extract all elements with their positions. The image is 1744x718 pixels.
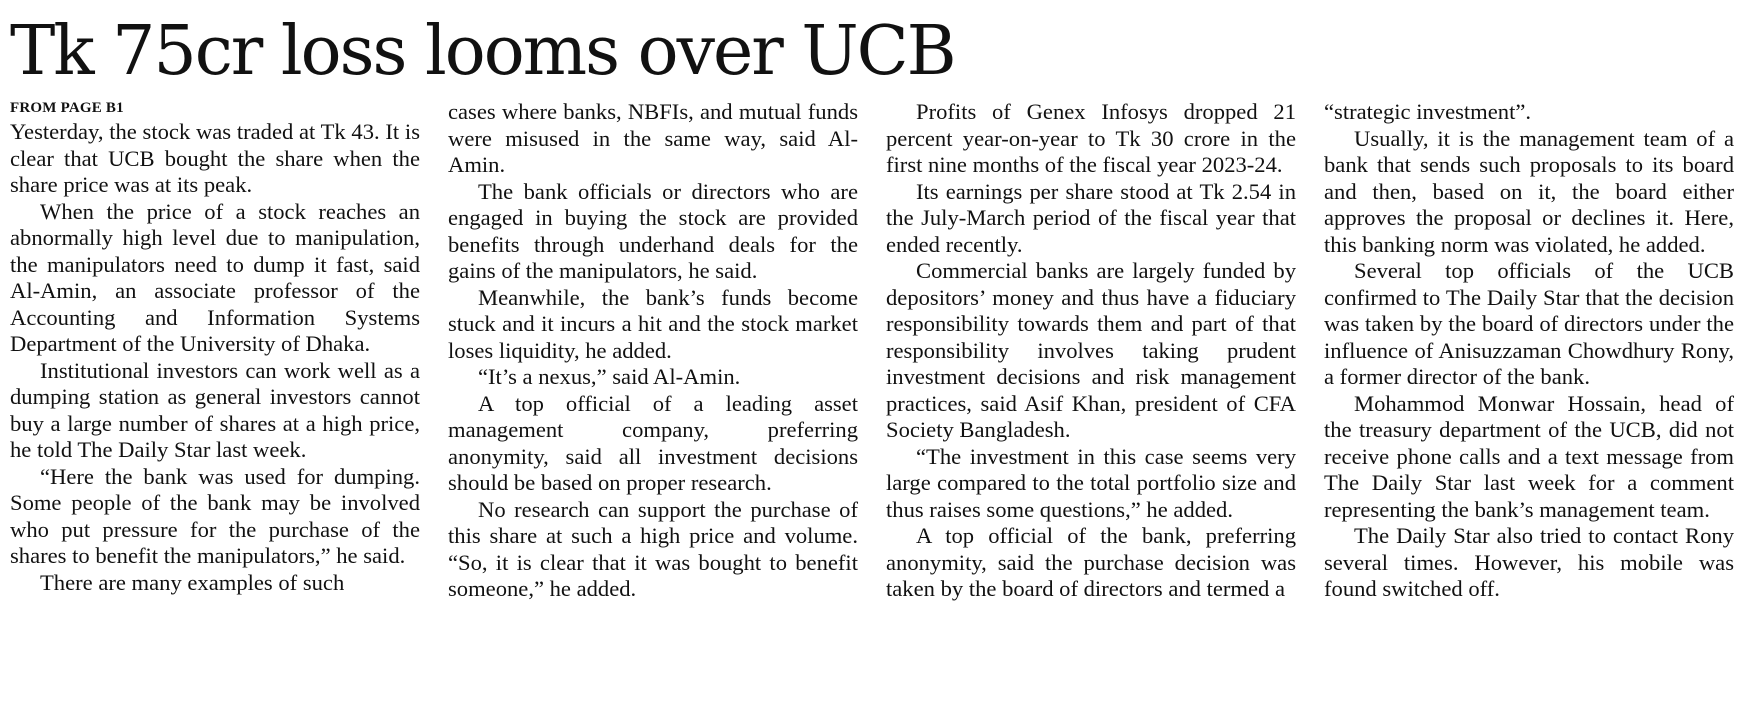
paragraph: Mohammod Monwar Hossain, head of the treasury department of the UCB, did not receive phone calls and a text message from The Daily Star last week for a comment representing the bank’s management team. — [1324, 390, 1734, 522]
paragraph: “The investment in this case seems very large compared to the total portfolio size and thus raises some questions,” he added. — [886, 443, 1296, 522]
paragraph: Institutional investors can work well as a dumping station as general investors cannot buy a large number of shares at a high price, he told The Daily Star last week. — [10, 357, 420, 462]
paragraph: The bank officials or directors who are engaged in buying the stock are provided benefits through underhand deals for the gains of the manipulators, he said. — [448, 178, 858, 283]
paragraph: A top official of the bank, preferring anonymity, said the purchase decision was taken by the board of directors and termed a — [886, 523, 1296, 601]
jump-kicker: FROM PAGE B1 — [10, 100, 124, 116]
paragraph: Commercial banks are largely funded by depositors’ money and thus have a fiduciary responsibility towards them and part of that responsibility involves taking prudent investment decisions and risk management practices, said Asif Khan, president of CFA Society Bangladesh. — [886, 258, 1296, 442]
paragraph: Its earnings per share stood at Tk 2.54 in the July-March period of the fiscal year that ended recently. — [886, 178, 1296, 257]
article-body — [10, 99, 1734, 603]
paragraph: The Daily Star also tried to contact Rony several times. However, his mobile was found switched off. — [1324, 523, 1734, 601]
paragraph: No research can support the purchase of this share at such a high price and volume. “So, it is clear that it was bought to benefit someone,” he added. — [448, 496, 858, 601]
column-3 — [886, 99, 1296, 603]
paragraph: There are many examples of such — [40, 569, 345, 595]
column-2 — [448, 99, 858, 603]
paragraph: Several top officials of the UCB confirmed to The Daily Star that the decision was taken by the board of directors under the influence of Anisuzzaman Chowdhury Rony, a former director of the bank. — [1324, 258, 1734, 389]
paragraph: When the price of a stock reaches an abnormally high level due to manipulation, the manipulators need to dump it fast, said Al-Amin, an associate professor of the Accounting and Information Systems Department of the University of Dhaka. — [10, 198, 420, 356]
paragraph: A top official of a leading asset management company, preferring anonymity, said all investment decisions should be based on proper research. — [448, 390, 858, 495]
paragraph: cases where banks, NBFIs, and mutual funds were misused in the same way, said Al-Amin. — [448, 99, 858, 177]
paragraph: Yesterday, the stock was traded at Tk 43. It is clear that UCB bought the share when the share price was at its peak. — [10, 119, 420, 197]
headline: Tk 75cr loss looms over UCB — [10, 12, 955, 91]
paragraph: Meanwhile, the bank’s funds become stuck and it incurs a hit and the stock market loses liquidity, he added. — [448, 284, 858, 363]
paragraph: “strategic investment”. — [1324, 99, 1532, 124]
column-4 — [1324, 99, 1734, 603]
paragraph: Usually, it is the management team of a bank that sends such proposals to its board and then, based on it, the board either approves the proposal or declines it. Here, this banking norm was violated, he added. — [1324, 125, 1734, 257]
paragraph: Profits of Genex Infosys dropped 21 percent year-on-year to Tk 30 crore in the first nine months of the fiscal year 2023-24. — [886, 99, 1296, 177]
paragraph: “Here the bank was used for dumping. Some people of the bank may be involved who put pressure for the purchase of the shares to benefit the manipulators,” he said. — [10, 463, 420, 568]
column-1 — [10, 99, 420, 603]
paragraph: “It’s a nexus,” said Al-Amin. — [478, 364, 741, 389]
